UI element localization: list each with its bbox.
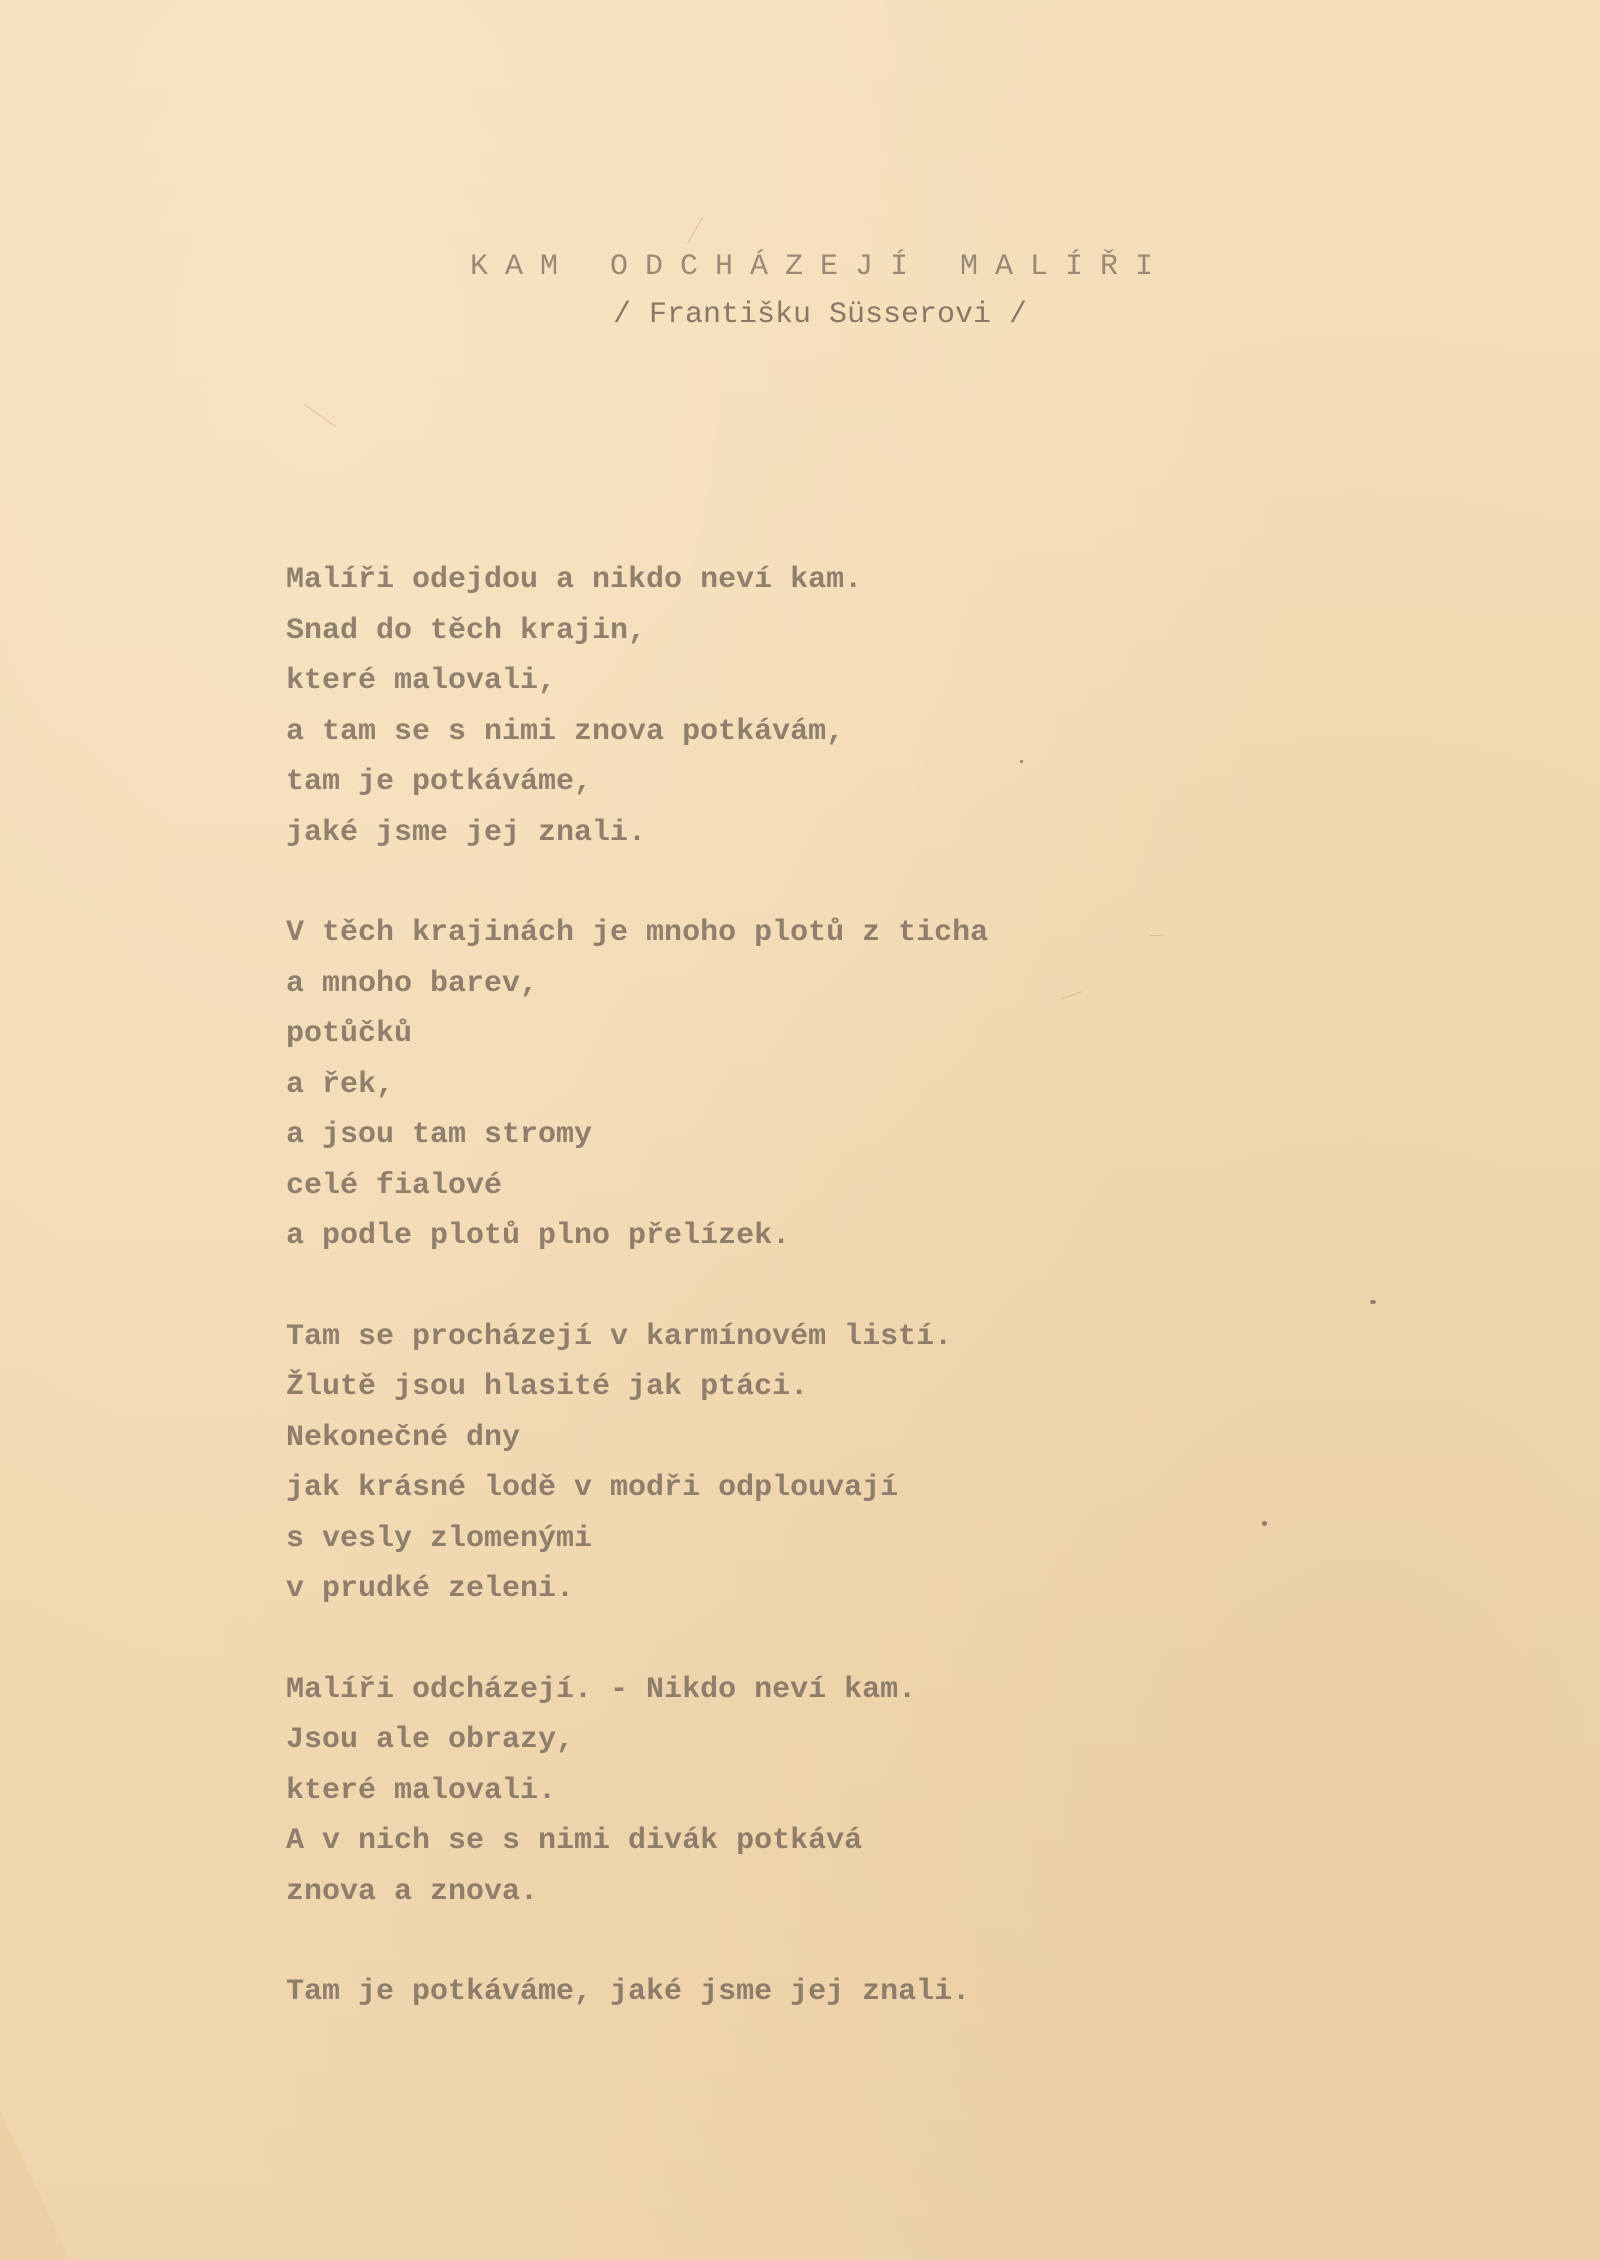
document-dedication: / Františku Süsserovi /: [612, 298, 1028, 332]
poem-line: a tam se s nimi znova potkávám,: [286, 714, 845, 749]
poem-line: potůčků: [286, 1017, 413, 1051]
poem-line: Tam se procházejí v karmínovém listí.: [286, 1319, 953, 1354]
poem-line: které malovali,: [286, 664, 557, 698]
poem-line: a jsou tam stromy: [286, 1118, 593, 1152]
poem-line: tam je potkáváme,: [286, 765, 593, 799]
document-title: KAM ODCHÁZEJÍ MALÍŘI: [469, 250, 1171, 284]
poem-line: jak krásné lodě v modři odplouvají: [286, 1471, 899, 1505]
poem-line: Malíři odcházejí. - Nikdo neví kam.: [286, 1672, 917, 1707]
poem-line: v prudké zeleni.: [286, 1572, 575, 1606]
poem-line: Jsou ale obrazy,: [286, 1723, 575, 1757]
paper-scratch: [687, 217, 703, 243]
poem-line: které malovali.: [286, 1773, 557, 1808]
poem-line: Malíři odejdou a nikdo neví kam.: [286, 563, 863, 597]
poem-body: [286, 555, 1486, 2068]
stanza-3: [286, 1312, 1486, 1615]
paper-scratch: [303, 404, 336, 428]
poem-line: Nekonečné dny: [286, 1420, 521, 1455]
poem-line: V těch krajinách je mnoho plotů z ticha: [286, 916, 989, 950]
poem-line: celé fialové: [286, 1168, 503, 1203]
poem-final-line: Tam je potkáváme, jaké jsme jej znali.: [286, 1975, 971, 2009]
poem-line: znova a znova.: [286, 1874, 539, 1909]
final-stanza: [286, 1967, 1486, 2018]
paper-corner-fold: [0, 2110, 70, 2260]
poem-line: A v nich se s nimi divák potkává: [286, 1824, 863, 1858]
poem-line: a řek,: [286, 1067, 395, 1102]
stanza-4: [286, 1665, 1486, 1918]
poem-line: s vesly zlomenými: [286, 1521, 593, 1556]
poem-line: jaké jsme jej znali.: [286, 815, 647, 850]
poem-line: a podle plotů plno přelízek.: [286, 1219, 791, 1253]
poem-line: a mnoho barev,: [286, 966, 539, 1001]
poem-line: Snad do těch krajin,: [286, 613, 647, 648]
stanza-1: [286, 555, 1486, 858]
poem-line: Žlutě jsou hlasité jak ptáci.: [286, 1370, 809, 1404]
document-header: [0, 250, 1600, 332]
stanza-2: [286, 908, 1486, 1262]
